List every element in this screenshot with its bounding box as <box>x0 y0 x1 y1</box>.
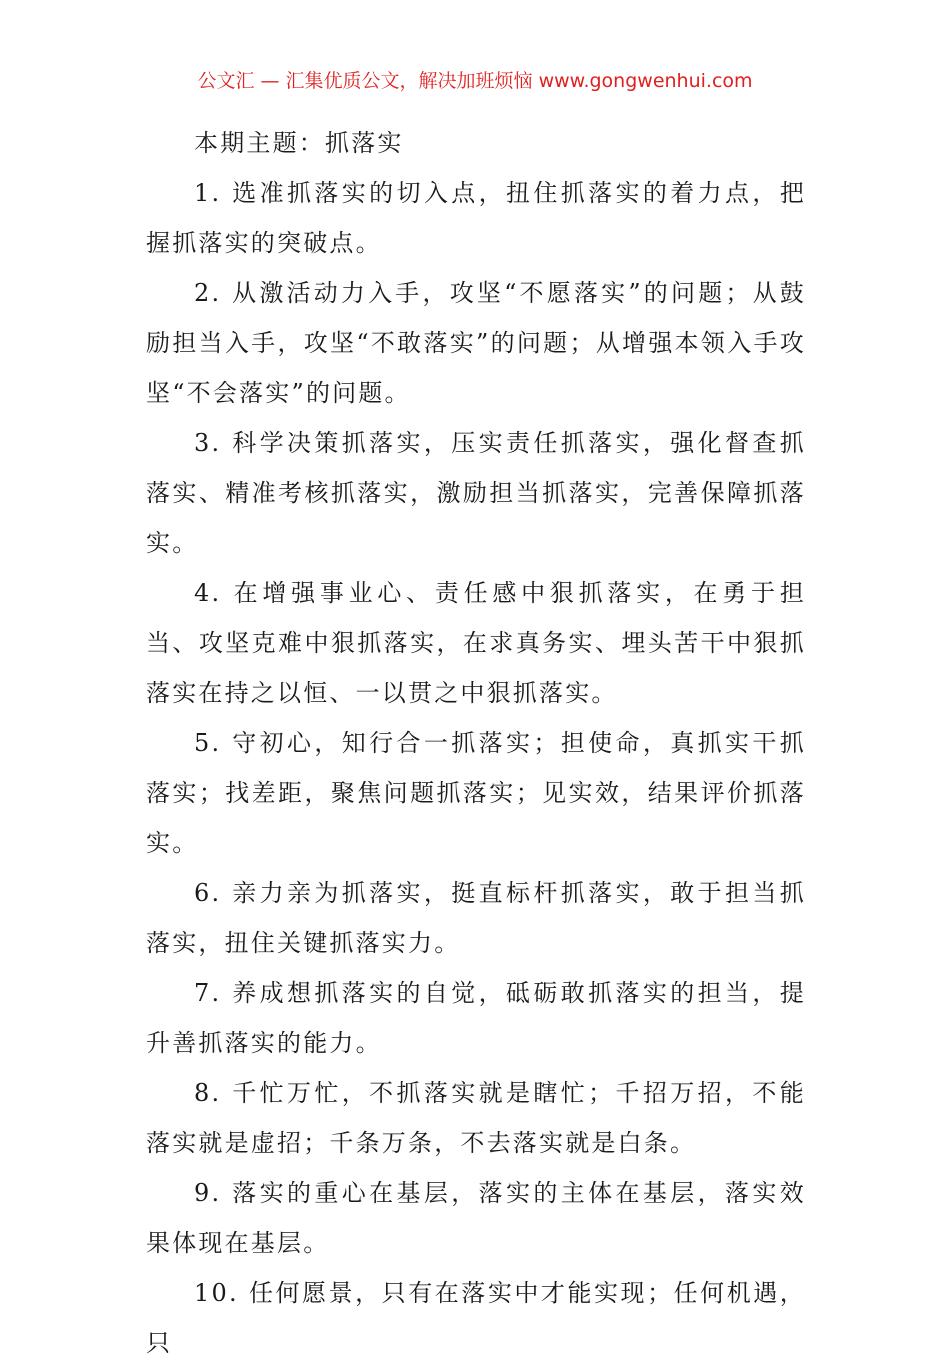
paragraph-4: 4. 在增强事业心、责任感中狠抓落实，在勇于担当、攻坚克难中狠抓落实，在求真务实、埋头苦干中狠抓落实在持之以恒、一以贯之中狠抓落实。 <box>146 579 806 707</box>
site-header-banner: 公文汇 — 汇集优质公文，解决加班烦恼 www.gongwenhui.com <box>197 70 753 92</box>
paragraph-7: 7. 养成想抓落实的自觉，砥砺敢抓落实的担当，提升善抓落实的能力。 <box>146 979 806 1057</box>
paragraph-5: 5. 守初心，知行合一抓落实；担使命，真抓实干抓落实；找差距，聚焦问题抓落实；见实效，结果评价抓落实。 <box>146 729 806 857</box>
paragraph-3: 3. 科学决策抓落实，压实责任抓落实，强化督查抓落实、精准考核抓落实，激励担当抓落实，完善保障抓落实。 <box>146 429 806 557</box>
paragraph-6: 6. 亲力亲为抓落实，挺直标杆抓落实，敢于担当抓落实，扭住关键抓落实力。 <box>146 879 806 957</box>
topic-line: 本期主题：抓落实 <box>194 129 404 157</box>
paragraph-10: 10. 任何愿景，只有在落实中才能实现；任何机遇，只 <box>146 1279 806 1357</box>
paragraph-2: 2. 从激活动力入手，攻坚“不愿落实”的问题；从鼓励担当入手，攻坚“不敢落实”的问题；从增强本领入手攻坚“不会落实”的问题。 <box>146 279 806 407</box>
paragraph-8: 8. 千忙万忙，不抓落实就是瞎忙；千招万招，不能落实就是虚招；千条万条，不去落实就是白条。 <box>146 1079 806 1157</box>
paragraph-1: 1. 选准抓落实的切入点，扭住抓落实的着力点，把握抓落实的突破点。 <box>146 179 806 257</box>
document-body <box>146 118 806 1368</box>
paragraph-9: 9. 落实的重心在基层，落实的主体在基层，落实效果体现在基层。 <box>146 1179 806 1257</box>
